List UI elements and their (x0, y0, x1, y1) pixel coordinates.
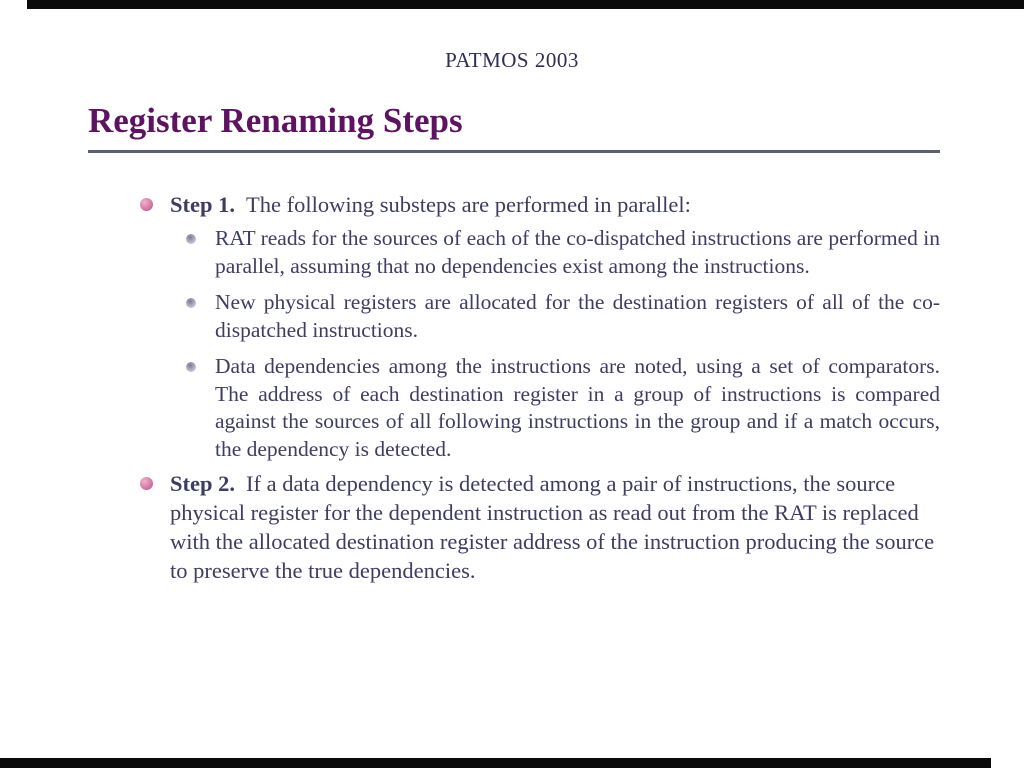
sub-bullet-sphere-icon (186, 362, 196, 372)
slide-body (140, 190, 940, 585)
bullet-sphere-icon (140, 198, 153, 211)
list-item-substep-2 (186, 289, 940, 344)
list-item-substep-3 (186, 353, 940, 463)
top-edge-bar (27, 0, 1024, 9)
list-item-substep-1 (186, 225, 940, 280)
bullet-sphere-icon (140, 477, 153, 490)
step-1-label: Step 1. (170, 192, 236, 217)
step-1-text (170, 190, 940, 219)
conference-header: PATMOS 2003 (445, 48, 579, 72)
step-2-body: If a data dependency is detected among a pair of instructions, the source physical register for the dependent instruction as read out from the RAT is replaced with the allocated destination register address of the instruction producing the source to preserve the true dependencies. (170, 471, 935, 583)
substep-2-text: New physical registers are allocated for the destination registers of all of the co-dispatched instructions. (215, 290, 940, 342)
list-item-step-2 (140, 469, 940, 585)
sub-bullet-sphere-icon (186, 298, 196, 308)
substep-3-text: Data dependencies among the instructions are noted, using a set of comparators. The address of each destination register in a group of instructions is compared against the sources of all following instructions in the group and if a match occurs, the dependency is detected. (215, 354, 940, 461)
title-underline-rule (88, 150, 940, 153)
substep-1-text: RAT reads for the sources of each of the co-dispatched instructions are performed in parallel, assuming that no dependencies exist among the instructions. (215, 226, 940, 278)
step-2-text (170, 469, 940, 585)
step-1-body: The following substeps are performed in parallel: (246, 192, 691, 217)
step-2-label: Step 2. (170, 471, 236, 496)
step-1-substeps (186, 225, 940, 463)
sub-bullet-sphere-icon (186, 234, 196, 244)
slide-title: Register Renaming Steps (88, 101, 463, 140)
bottom-edge-bar (0, 758, 991, 768)
list-item-step-1 (140, 190, 940, 219)
